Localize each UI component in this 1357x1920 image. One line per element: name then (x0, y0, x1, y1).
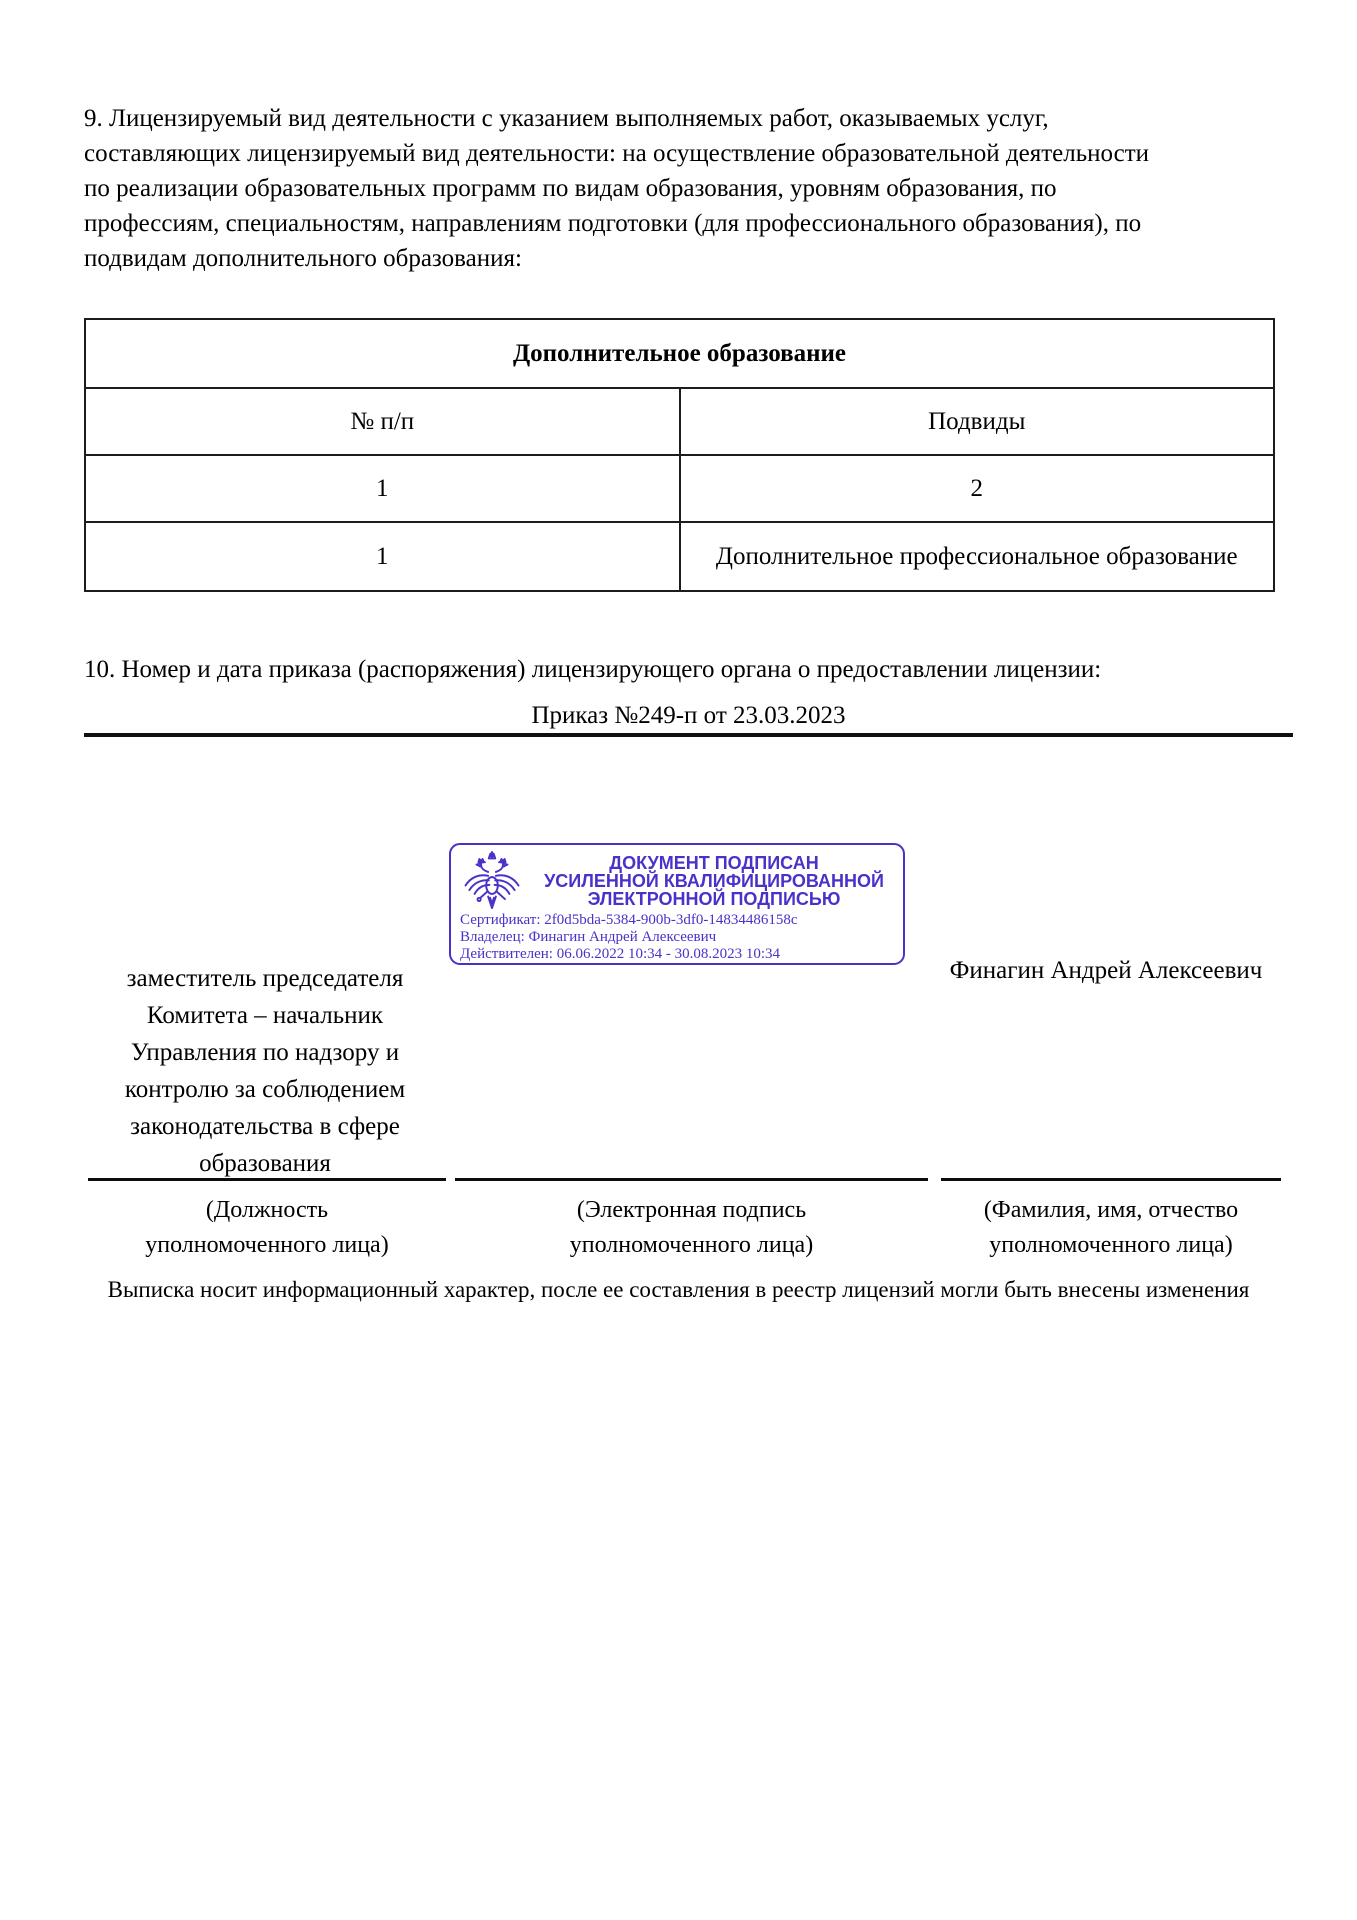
stamp-title-line: ДОКУМЕНТ ПОДПИСАН (609, 853, 819, 873)
position-line: Комитета – начальник (146, 1002, 384, 1029)
digital-signature-stamp (449, 843, 905, 965)
label-line: (Фамилия, имя, отчество (983, 1197, 1239, 1223)
label-line: уполномоченного лица) (569, 1232, 814, 1258)
signature-label-position (88, 1193, 446, 1263)
certificate-line: Сертификат: 2f0d5bda-5384-900b-3df0-14834486158c (460, 912, 798, 928)
label-line: уполномоченного лица) (145, 1232, 389, 1258)
label-line: (Должность (205, 1197, 329, 1223)
owner-line: Владелец: Финагин Андрей Алексеевич (460, 929, 717, 945)
signature-line-position (88, 1178, 446, 1181)
signature-label-name (941, 1193, 1281, 1263)
table-title: Дополнительное образование (85, 319, 1274, 388)
signature-label-esign (455, 1193, 928, 1263)
item9-line: по реализации образовательных программ по видам образования, уровням образования, по (84, 175, 1057, 202)
item9-line: профессиям, специальностям, направлениям подготовки (для профессионального образования), по (84, 210, 1142, 237)
stamp-details (451, 912, 903, 963)
stamp-header (451, 845, 903, 911)
footnote: Выписка носит информационный характер, после ее составления в реестр лицензий могли быть внесены изменения (107, 1277, 1250, 1302)
order-underline (84, 733, 1293, 737)
position-line: законодательства в сфере (130, 1113, 400, 1140)
license-table (84, 318, 1275, 592)
table-header-row (85, 388, 1274, 455)
position-line: образования (199, 1150, 331, 1177)
label-line: (Электронная подпись (576, 1197, 807, 1223)
signatory-name: Финагин Андрей Алексеевич (949, 957, 1263, 984)
row-value-cell: 2 (680, 455, 1275, 522)
signature-line-esign (455, 1178, 928, 1181)
order-line: Приказ №249-п от 23.03.2023 (531, 702, 846, 729)
stamp-title-line: ЭЛЕКТРОННОЙ ПОДПИСЬЮ (587, 889, 841, 909)
item9-paragraph (84, 101, 1149, 276)
stamp-title-line: УСИЛЕННОЙ КВАЛИФИЦИРОВАННОЙ (544, 871, 884, 891)
table-row (85, 455, 1274, 522)
label-line: уполномоченного лица) (989, 1232, 1233, 1258)
position-line: контролю за соблюдением (124, 1076, 406, 1103)
item9-line: подвидам дополнительного образования: (84, 245, 522, 272)
position-line: заместитель председателя (126, 965, 404, 992)
signature-line-name (941, 1178, 1281, 1181)
table-title-row (85, 319, 1274, 388)
column-header-subtypes: Подвиды (680, 388, 1275, 455)
validity-line: Действителен: 06.06.2022 10:34 - 30.08.2023 10:34 (460, 946, 781, 962)
item9-line: 9. Лицензируемый вид деятельности с указанием выполняемых работ, оказываемых услуг, (84, 105, 1049, 132)
row-num-cell: 1 (85, 522, 680, 591)
stamp-title (525, 845, 903, 908)
coat-of-arms-icon (459, 850, 525, 912)
item9-line: составляющих лицензируемый вид деятельности: на осуществление образовательной деятельности (84, 140, 1150, 167)
position-line: Управления по надзору и (130, 1039, 400, 1066)
row-value-cell: Дополнительное профессиональное образование (680, 522, 1275, 591)
item10-paragraph: 10. Номер и дата приказа (распоряжения) лицензирующего органа о предоставлении лицензии: (84, 656, 1102, 683)
row-num-cell: 1 (85, 455, 680, 522)
signatory-position (84, 960, 446, 1182)
column-header-num: № п/п (85, 388, 680, 455)
table-row (85, 522, 1274, 591)
